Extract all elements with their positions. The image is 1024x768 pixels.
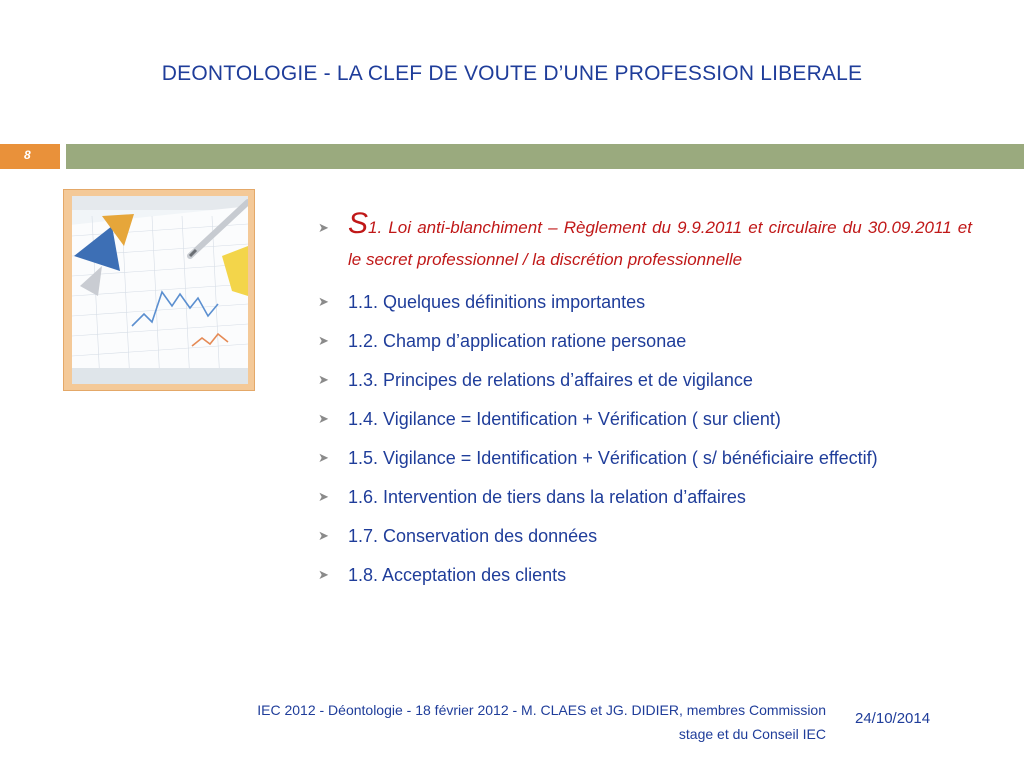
slide-number-band — [0, 144, 60, 169]
list-item — [316, 523, 972, 549]
arrow-bullet-icon: ➤ — [318, 372, 329, 387]
list-item-text: 1.5. Vigilance = Identification + Vérification ( s/ bénéficiaire effectif) — [348, 448, 878, 468]
heading-text: 1. Loi anti-blanchiment – Règlement du 9.9.2011 et circulaire du 30.09.2011 et le secret professionnel / la discrétion professionnelle — [348, 218, 972, 269]
list-item-text: 1.2. Champ d’application ratione personae — [348, 331, 687, 351]
list-item — [316, 406, 972, 432]
list-item — [316, 328, 972, 354]
list-item — [316, 445, 972, 471]
list-item — [316, 289, 972, 315]
arrow-bullet-icon: ➤ — [318, 528, 329, 543]
heading-big-letter: S — [348, 207, 369, 240]
footer-line-1: IEC 2012 - Déontologie - 18 février 2012 - M. CLAES et JG. DIDIER, membres Commission — [257, 702, 826, 718]
list-item-text: 1.6. Intervention de tiers dans la relation d’affaires — [348, 487, 746, 507]
list-item-text: 1.7. Conservation des données — [348, 526, 598, 546]
slide-number: 8 — [24, 148, 31, 162]
slide-content — [316, 208, 972, 588]
list-item-text: 1.3. Principes de relations d’affaires et de vigilance — [348, 370, 753, 390]
chart-photo — [72, 196, 248, 384]
arrow-bullet-icon: ➤ — [318, 294, 329, 309]
chart-photo-graphic — [72, 196, 248, 384]
header-divider-bar — [66, 144, 1024, 169]
footer-date: 24/10/2014 — [855, 710, 931, 727]
arrow-bullet-icon: ➤ — [318, 450, 329, 465]
arrow-bullet-icon: ➤ — [318, 411, 329, 426]
arrow-bullet-icon: ➤ — [318, 333, 329, 348]
section-heading — [316, 208, 972, 276]
list-item — [316, 367, 972, 393]
list-item — [316, 484, 972, 510]
list-item-text: 1.8. Acceptation des clients — [348, 565, 567, 585]
footer-text — [60, 698, 826, 746]
arrow-bullet-icon: ➤ — [318, 220, 329, 235]
list-item-text: 1.4. Vigilance = Identification + Vérification ( sur client) — [348, 409, 781, 429]
illustration-frame — [63, 189, 255, 391]
list-item-text: 1.1. Quelques définitions importantes — [348, 292, 646, 312]
list-item — [316, 562, 972, 588]
arrow-bullet-icon: ➤ — [318, 489, 329, 504]
arrow-bullet-icon: ➤ — [318, 567, 329, 582]
footer-line-2: stage et du Conseil IEC — [678, 726, 826, 742]
slide-title: DEONTOLOGIE - LA CLEF DE VOUTE D’UNE PROFESSION LIBERALE — [161, 62, 863, 85]
